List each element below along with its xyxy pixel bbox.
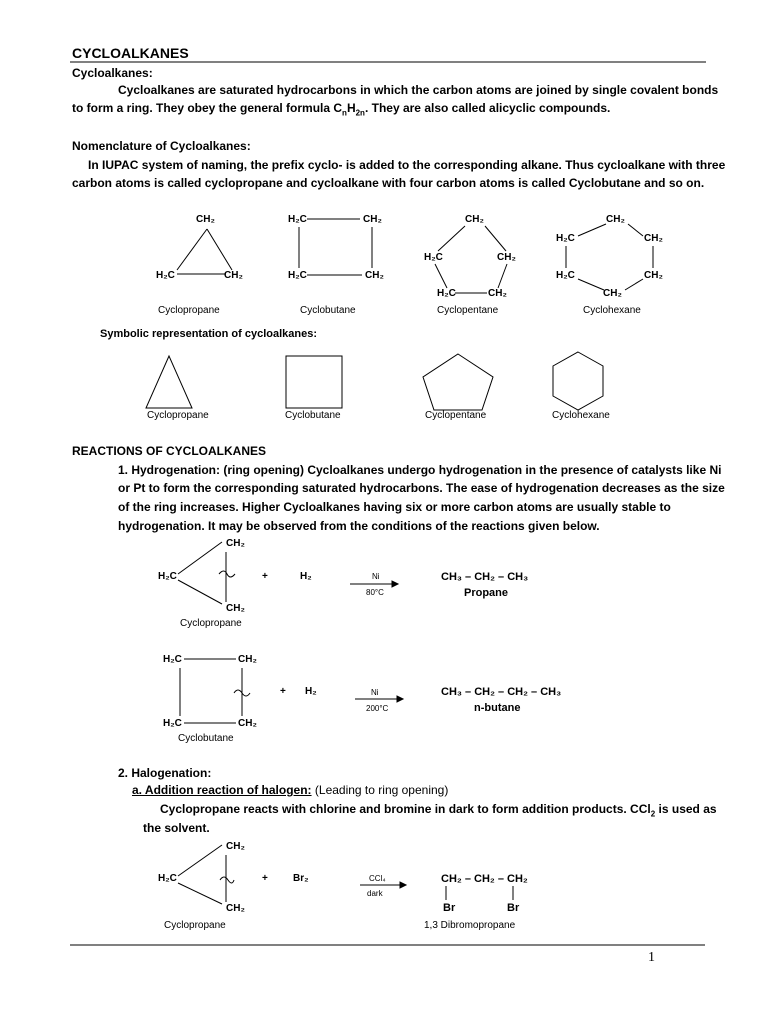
ch2-group: CH₂ [644,233,663,244]
reagent-br2: Br₂ [293,873,309,884]
h2c-group: H₂C [158,873,177,884]
halogenation-line-2: the solvent. [143,821,210,835]
hydrogenation-line-4: hydrogenation. It may be observed from the conditions of the reactions given below. [118,519,600,533]
ch2-group: CH₂ [644,270,663,281]
reactant-label: Cyclopropane [164,920,226,931]
symbol-label-cyclopentane: Cyclopentane [425,410,487,421]
intro-line-2: to form a ring. They obey the general formula $C_nH_{2n}$. They are also called alicyclic compounds. [72,101,611,118]
ch2-group: CH₂ [226,538,245,549]
ch2-group: CH₂ [238,654,257,665]
catalyst-ni: Ni [371,688,379,697]
symbol-label-cyclobutane: Cyclobutane [285,410,341,421]
hydrogenation-line-3: of the ring increases. Higher Cycloalkanes having six or more carbon atoms are usually stable to [118,500,671,514]
cyclohexane-structure [566,224,653,290]
nomenclature-line-2: carbon atoms is called cyclopropane and cycloalkane with four carbon atoms is called Cyclobutane and so on. [72,176,705,190]
arrowhead [392,581,398,587]
symbolic-heading: Symbolic representation of cycloalkanes: [100,328,318,340]
halogenation-heading: 2. Halogenation: [118,766,212,780]
product-propane-name: Propane [464,587,509,599]
ch2-group: CH₂ [238,718,257,729]
ch2-group: CH₂ [363,214,382,225]
ch2-group: CH₂ [226,903,245,914]
h2c-group: H₂C [156,270,175,281]
product-dibromopropane-formula: CH₂ – CH₂ – CH₂ [441,873,528,885]
h2c-group: H₂C [163,718,182,729]
temperature-200c: 200°C [366,704,389,713]
arrowhead [400,882,406,888]
cyclopropane-structure [177,229,232,274]
ch2-group: CH₂ [224,270,243,281]
product-propane-formula: CH₃ – CH₂ – CH₃ [441,571,529,583]
ch2-group: CH₂ [226,841,245,852]
halogen-addition-heading: a. Addition reaction of halogen: (Leading to ring opening) [132,783,449,797]
reaction3-cyclopropane [178,845,234,904]
h2c-group: H₂C [556,270,575,281]
h2c-group: H₂C [437,288,456,299]
h2c-group: H₂C [556,233,575,244]
ch2-group: CH₂ [196,214,215,225]
ch2-group: CH₂ [603,288,622,299]
page-title: CYCLOALKANES [72,45,189,61]
page-number: 1 [648,950,655,965]
h2c-group: H₂C [158,571,177,582]
square-symbol [286,356,342,408]
reactant-label: Cyclopropane [180,618,242,629]
halogenation-line-1: Cyclopropane reacts with chlorine and bromine in dark to form addition products. CCl$_2$ is used as [160,802,717,819]
reagent-h2: H₂ [305,686,317,697]
h2c-group: H₂C [163,654,182,665]
nomenclature-line-1: In IUPAC system of naming, the prefix cyclo- is added to the corresponding alkane. Thus cycloalkane with three [88,158,726,172]
plus-sign: + [262,873,268,884]
ch2-group: CH₂ [606,214,625,225]
product-butane-formula: CH₃ – CH₂ – CH₂ – CH₃ [441,686,562,698]
temperature-80c: 80°C [366,588,384,597]
cyclobutane-structure [299,219,372,275]
plus-sign: + [280,686,286,697]
bromine-atom: Br [443,902,456,914]
section-heading-cycloalkanes: Cycloalkanes: [72,66,153,80]
h2c-group: H₂C [288,270,307,281]
hydrogenation-line-2: or Pt to form the corresponding saturated hydrocarbons. The ease of hydrogenation decreases as the size [118,481,725,495]
symbol-label-cyclopropane: Cyclopropane [147,410,209,421]
triangle-symbol [146,356,192,408]
arrowhead [397,696,403,702]
ch2-group: CH₂ [497,252,516,263]
catalyst-ni: Ni [372,572,380,581]
structure-label-cyclopropane: Cyclopropane [158,305,220,316]
pentagon-symbol [423,354,493,410]
h2c-group: H₂C [288,214,307,225]
bromine-atom: Br [507,902,520,914]
product-dibromopropane-name: 1,3 Dibromopropane [424,920,516,931]
reaction2-cyclobutane [180,659,250,723]
hydrogenation-line-1: 1. Hydrogenation: (ring opening) Cycloalkanes undergo hydrogenation in the presence of catalysts like Ni [118,463,722,477]
reagent-h2: H₂ [300,571,312,582]
product-butane-name: n-butane [474,702,521,714]
intro-line-1: Cycloalkanes are saturated hydrocarbons in which the carbon atoms are joined by single covalent bonds [118,83,719,97]
structure-label-cyclobutane: Cyclobutane [300,305,356,316]
structure-label-cyclopentane: Cyclopentane [437,305,499,316]
h2c-group: H₂C [424,252,443,263]
ch2-group: CH₂ [488,288,507,299]
reaction1-cyclopropane [178,542,235,604]
section-heading-nomenclature: Nomenclature of Cycloalkanes: [72,139,251,153]
condition-dark: dark [367,889,383,898]
structure-label-cyclohexane: Cyclohexane [583,305,641,316]
solvent-ccl4: CCl₄ [369,874,386,883]
hexagon-symbol [553,352,603,410]
symbol-label-cyclohexane: Cyclohexane [552,410,610,421]
reactions-heading: REACTIONS OF CYCLOALKANES [72,444,267,458]
ch2-group: CH₂ [226,603,245,614]
plus-sign: + [262,571,268,582]
reactant-label: Cyclobutane [178,733,234,744]
ch2-group: CH₂ [465,214,484,225]
ch2-group: CH₂ [365,270,384,281]
